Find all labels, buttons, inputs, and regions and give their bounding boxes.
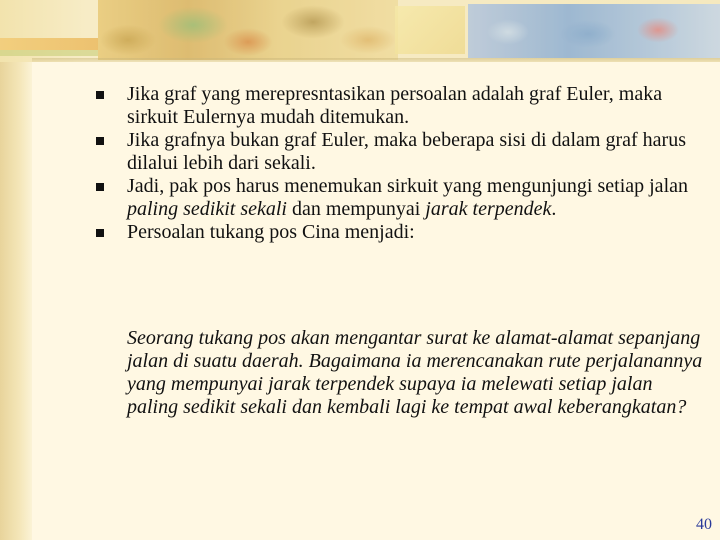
emphasized-text: jarak terpendek xyxy=(425,198,552,220)
square-bullet-icon xyxy=(96,137,104,145)
bullet-text: Persoalan tukang pos Cina menjadi: xyxy=(127,221,415,243)
leaf-photo-decoration xyxy=(98,0,398,60)
bullet-item xyxy=(90,83,690,129)
bullet-text: . xyxy=(551,198,557,220)
top-decorative-banner xyxy=(0,0,720,62)
square-bullet-icon xyxy=(96,183,104,191)
page-number: 40 xyxy=(696,516,712,533)
bullet-text: Jika grafnya bukan graf Euler, maka beberapa sisi di dalam graf harus dilalui lebih dari sekali. xyxy=(127,129,686,174)
bullet-text: dan mempunyai xyxy=(286,198,426,220)
bullet-text: Jadi, pak pos harus menemukan sirkuit yang mengunjungi setiap jalan xyxy=(127,175,688,197)
square-bullet-icon xyxy=(96,229,104,237)
square-bullet-icon xyxy=(96,91,104,99)
bullet-text: Jika graf yang merepresntasikan persoalan adalah graf Euler, maka sirkuit Eulernya mudah ditemukan. xyxy=(127,83,663,128)
bullet-list xyxy=(90,83,690,244)
bullet-item xyxy=(90,129,690,175)
green-strip-decoration xyxy=(0,50,98,56)
bullet-item xyxy=(90,175,690,221)
blue-photo-decoration xyxy=(468,4,720,58)
left-decorative-strip xyxy=(0,0,32,540)
problem-statement-quote: Seorang tukang pos akan mengantar surat ke alamat-alamat sepanjang jalan di suatu daerah. Bagaimana ia merencanakan rute perjalanannya yang mempunyai jarak terpendek supaya ia melewati setiap jalan paling sedikit sekali dan kembali lagi ke tempat awal keberangkatan? xyxy=(127,327,703,418)
pastel-tile-decoration xyxy=(395,6,465,54)
orange-strip-decoration xyxy=(0,38,98,50)
emphasized-text: paling sedikit sekali xyxy=(127,198,287,220)
bullet-item xyxy=(90,221,690,244)
